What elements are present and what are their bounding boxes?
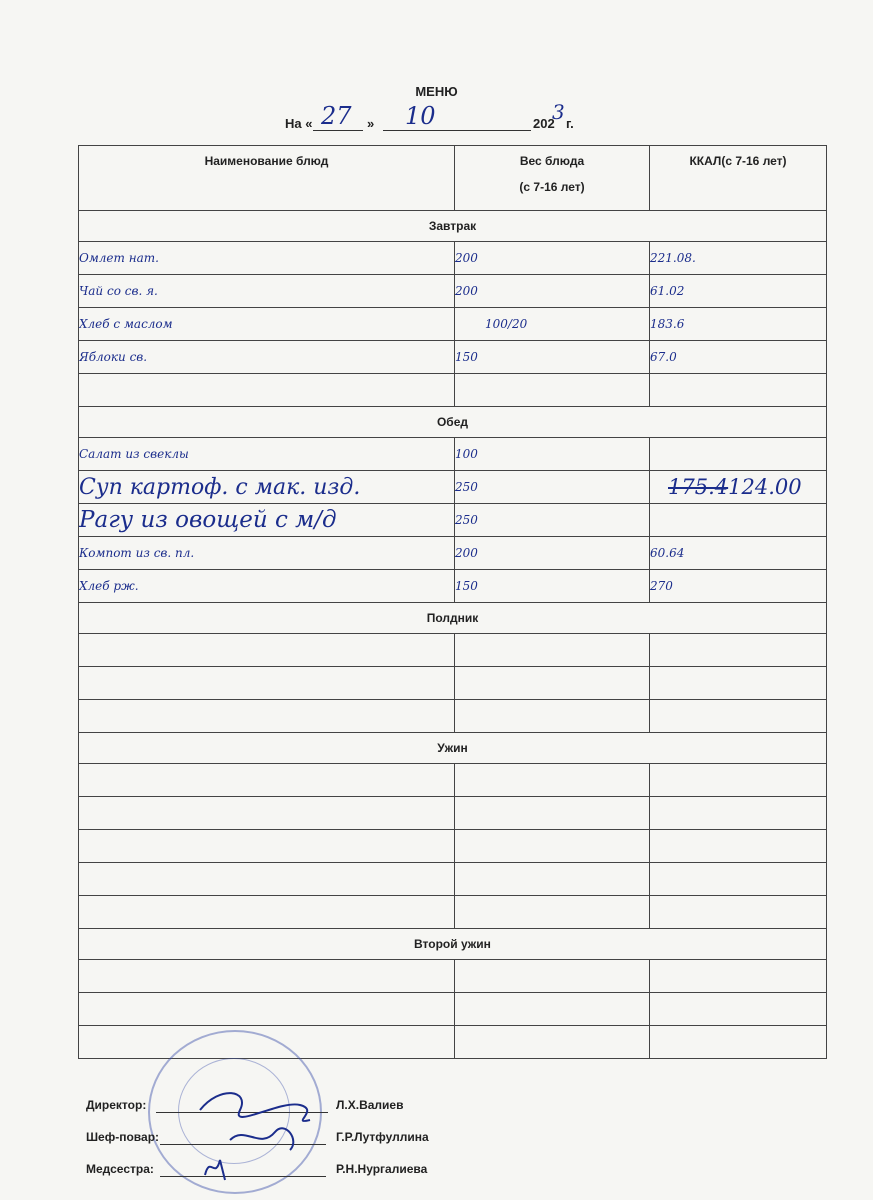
signature-role: Шеф-повар: <box>86 1130 160 1144</box>
section-second-dinner: Второй ужин <box>79 929 827 960</box>
table-row <box>79 570 827 603</box>
section-dinner: Ужин <box>79 733 827 764</box>
dish-weight: 250 <box>455 504 650 537</box>
weight-column-header: Вес блюда (с 7-16 лет) <box>455 146 650 211</box>
signature-name: Г.Р.Лутфуллина <box>336 1130 429 1144</box>
dish-kcal <box>650 438 827 471</box>
signature-name: Л.Х.Валиев <box>336 1098 404 1112</box>
dish-weight: 150 <box>455 341 650 374</box>
dish-name: Салат из свеклы <box>79 438 455 471</box>
table-row <box>79 797 827 830</box>
dish-name: Суп картоф. с мак. изд. <box>79 471 455 504</box>
year-suffix: 3 <box>552 100 565 124</box>
table-row <box>79 275 827 308</box>
dish-column-header: Наименование блюд <box>79 146 455 211</box>
table-row <box>79 863 827 896</box>
dish-name: Рагу из овощей с м/д <box>79 504 455 537</box>
signature-role: Медсестра: <box>86 1162 154 1176</box>
date-month: 10 <box>405 102 436 130</box>
menu-table <box>78 145 827 1059</box>
signature-role: Директор: <box>86 1098 147 1112</box>
dish-kcal: 67.0 <box>650 341 827 374</box>
dish-kcal: 270 <box>650 570 827 603</box>
table-row <box>79 471 827 504</box>
dish-name: Хлеб рж. <box>79 570 455 603</box>
dish-name: Хлеб с маслом <box>79 308 455 341</box>
year-end: г. <box>566 116 574 131</box>
dish-weight: 200 <box>455 242 650 275</box>
section-snack: Полдник <box>79 603 827 634</box>
dish-kcal: 183.6 <box>650 308 827 341</box>
year-prefix: 202 <box>533 116 555 131</box>
dish-kcal: 60.64 <box>650 537 827 570</box>
table-row <box>79 438 827 471</box>
dish-kcal-struck: 175.4 <box>668 475 729 499</box>
section-lunch: Обед <box>79 407 827 438</box>
dish-name: Компот из св. пл. <box>79 537 455 570</box>
dish-kcal: 221.08. <box>650 242 827 275</box>
table-row <box>79 896 827 929</box>
table-row <box>79 308 827 341</box>
table-row <box>79 830 827 863</box>
dish-weight: 200 <box>455 275 650 308</box>
page-title: МЕНЮ <box>415 84 458 99</box>
table-row <box>79 993 827 1026</box>
table-row <box>79 960 827 993</box>
table-row <box>79 537 827 570</box>
table-row <box>79 341 827 374</box>
section-breakfast: Завтрак <box>79 211 827 242</box>
table-row <box>79 700 827 733</box>
dish-name: Омлет нат. <box>79 242 455 275</box>
dish-weight: 100 <box>455 438 650 471</box>
dish-kcal: 124.00 <box>728 475 802 499</box>
signature-name: Р.Н.Нургалиева <box>336 1162 428 1176</box>
dish-name: Чай со св. я. <box>79 275 455 308</box>
date-prefix: На « <box>285 116 313 131</box>
dish-kcal-cell <box>650 471 827 504</box>
dish-name: Яблоки св. <box>79 341 455 374</box>
dish-kcal: 61.02 <box>650 275 827 308</box>
table-row <box>79 374 827 407</box>
table-row <box>79 634 827 667</box>
table-row <box>79 504 827 537</box>
date-mid: » <box>367 116 375 131</box>
dish-kcal <box>650 504 827 537</box>
header-row <box>79 146 827 211</box>
table-row <box>79 764 827 797</box>
dish-weight: 250 <box>455 471 650 504</box>
dish-weight: 150 <box>455 570 650 603</box>
date-day: 27 <box>321 102 352 130</box>
dish-weight: 100/20 <box>455 308 650 341</box>
month-underline <box>383 130 531 131</box>
table-row <box>79 242 827 275</box>
day-underline <box>313 130 363 131</box>
dish-weight: 200 <box>455 537 650 570</box>
kcal-column-header: ККАЛ(с 7-16 лет) <box>650 146 827 211</box>
handwritten-signatures <box>190 1080 340 1190</box>
table-row <box>79 667 827 700</box>
date-line <box>285 100 605 132</box>
